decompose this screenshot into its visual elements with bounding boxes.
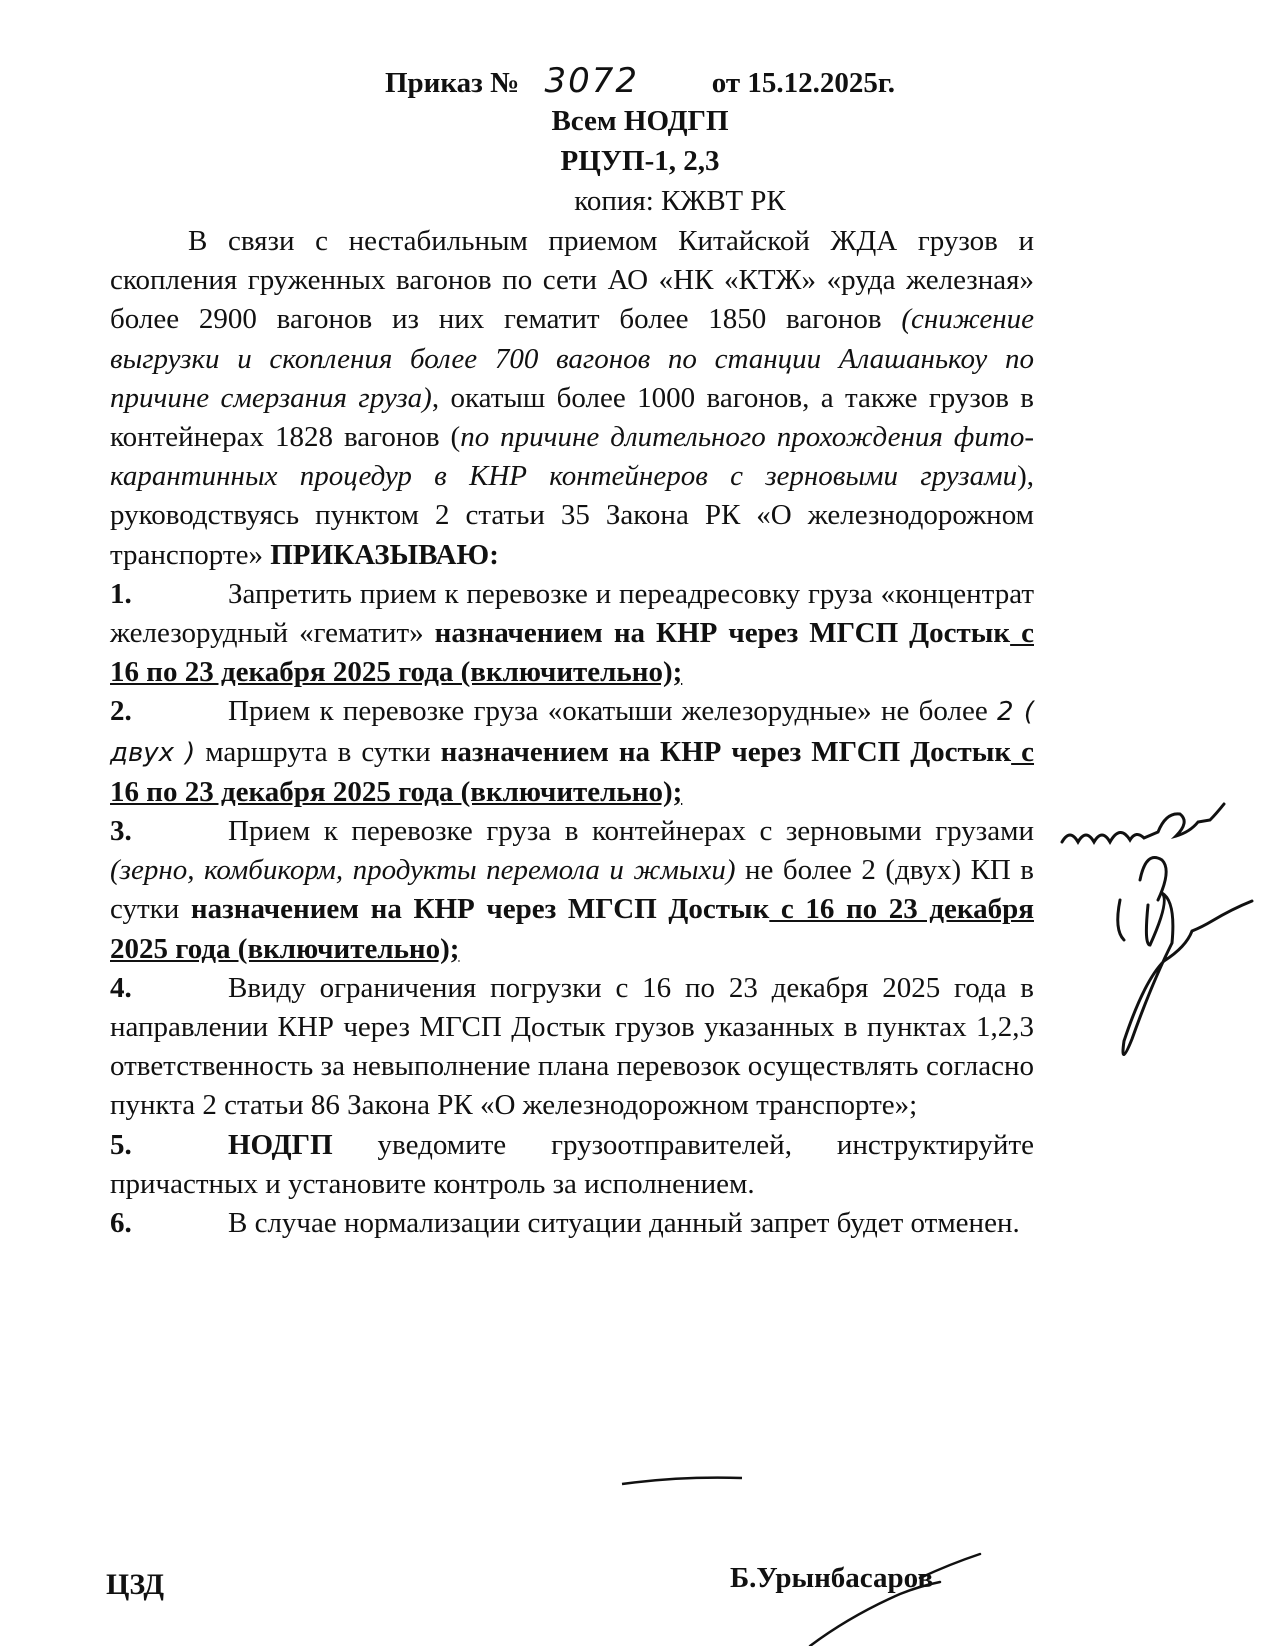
item-text: уведомите грузоотправителей, инструктируйте причастных и установите контроль за исполнением. xyxy=(110,1128,1034,1200)
item-number: 2. xyxy=(110,695,132,728)
item-underlined-period: с 16 по 23 декабря 2025 года (включительно); xyxy=(110,617,1034,689)
intro-text-3: ), руководствуясь пунктом 2 статьи 35 Закона РК «О железнодорожном транспорте» xyxy=(110,460,1034,571)
item-underlined-period: с 16 по 23 декабря 2025 года (включительно); xyxy=(110,893,1034,965)
copy-line: копия: КЖВТ РК xyxy=(574,185,786,217)
closing-dash xyxy=(622,1478,742,1484)
intro-paragraph xyxy=(110,222,1034,575)
recipients-line: Всем НОДГП xyxy=(551,105,729,137)
list-item-4 xyxy=(110,969,1034,1126)
intro-text-2: , окатыш более 1000 вагонов, а также грузов в контейнерах 1828 вагонов ( xyxy=(110,381,1034,454)
list-item-2 xyxy=(110,692,1034,812)
order-label: Приказ № xyxy=(385,67,520,99)
handwritten-quantity: 2 ( двух ) xyxy=(110,697,1034,768)
item-text-b: маршрута в сутки xyxy=(195,735,441,768)
list-item-5 xyxy=(110,1126,1034,1204)
item-underlined-period: с 16 по 23 декабря 2025 года (включительно); xyxy=(110,735,1035,808)
signatory-name: Б.Урынбасаров xyxy=(730,1562,934,1594)
item-text: Прием к перевозке груза «окатыши железорудные» не более xyxy=(228,695,998,728)
department-label: ЦЗД xyxy=(106,1568,164,1601)
order-date: от 15.12.2025г. xyxy=(711,67,895,99)
document-body xyxy=(110,222,1034,1243)
item-text: В случае нормализации ситуации данный запрет будет отменен. xyxy=(228,1207,1020,1240)
recipients-line-2: РЦУП-1, 2,3 xyxy=(560,145,720,177)
list-item-1 xyxy=(110,575,1034,693)
item-text: Запретить прием к перевозке и переадресовку груза «концентрат железорудный «гематит» xyxy=(110,577,1034,650)
item-text-b: не более 2 (двух) КП в сутки xyxy=(110,854,1035,926)
list-item-3 xyxy=(110,812,1034,969)
order-number-handwritten: 3072 xyxy=(544,61,639,101)
margin-resolution-signature xyxy=(1062,804,1252,1055)
intro-italic-1: (снижение выгрузки и скопления более 700 вагонов по станции Алашанькоу по причине смерзания груза) xyxy=(110,303,1034,414)
order-word: ПРИКАЗЫВАЮ: xyxy=(270,538,499,571)
item-number: 3. xyxy=(110,815,132,848)
item-bold-text: назначением на КНР через МГСП Достык xyxy=(434,617,1011,650)
item-number: 5. xyxy=(110,1128,132,1161)
item-number: 6. xyxy=(110,1207,132,1240)
item-text: Ввиду ограничения погрузки с 16 по 23 декабря 2025 года в направлении КНР через МГСП Достык грузов указанных в пунктах 1,2,3 ответственность за невыполнение плана перевозок осуществлять согласно пункта 2 статьи 86 Закона РК «О железнодорожном транспорте»; xyxy=(110,971,1034,1122)
item-bold-text: назначением на КНР через МГСП Достык xyxy=(190,893,770,926)
item-italic-text: (зерно, комбикорм, продукты перемола и жмыхи) xyxy=(110,854,736,887)
item-bold-text: назначением на КНР через МГСП Достык xyxy=(440,735,1012,768)
item-number: 4. xyxy=(110,971,132,1004)
item-number: 1. xyxy=(110,577,132,610)
item-text: Прием к перевозке груза в контейнерах с зерновыми грузами xyxy=(228,815,1034,848)
item-bold-text: НОДГП xyxy=(228,1128,333,1161)
order-title xyxy=(0,62,1280,102)
intro-text-1: В связи с нестабильным приемом Китайской ЖДА грузов и скопления груженных вагонов по сети АО «НК «КТЖ» «руда железная» более 2900 вагонов из них гематит более 1850 вагонов xyxy=(110,225,1034,336)
intro-italic-2: по причине длительного прохождения фито-карантинных процедур в КНР контейнеров с зерновыми грузами xyxy=(110,421,1034,493)
list-item-6 xyxy=(110,1204,1034,1243)
